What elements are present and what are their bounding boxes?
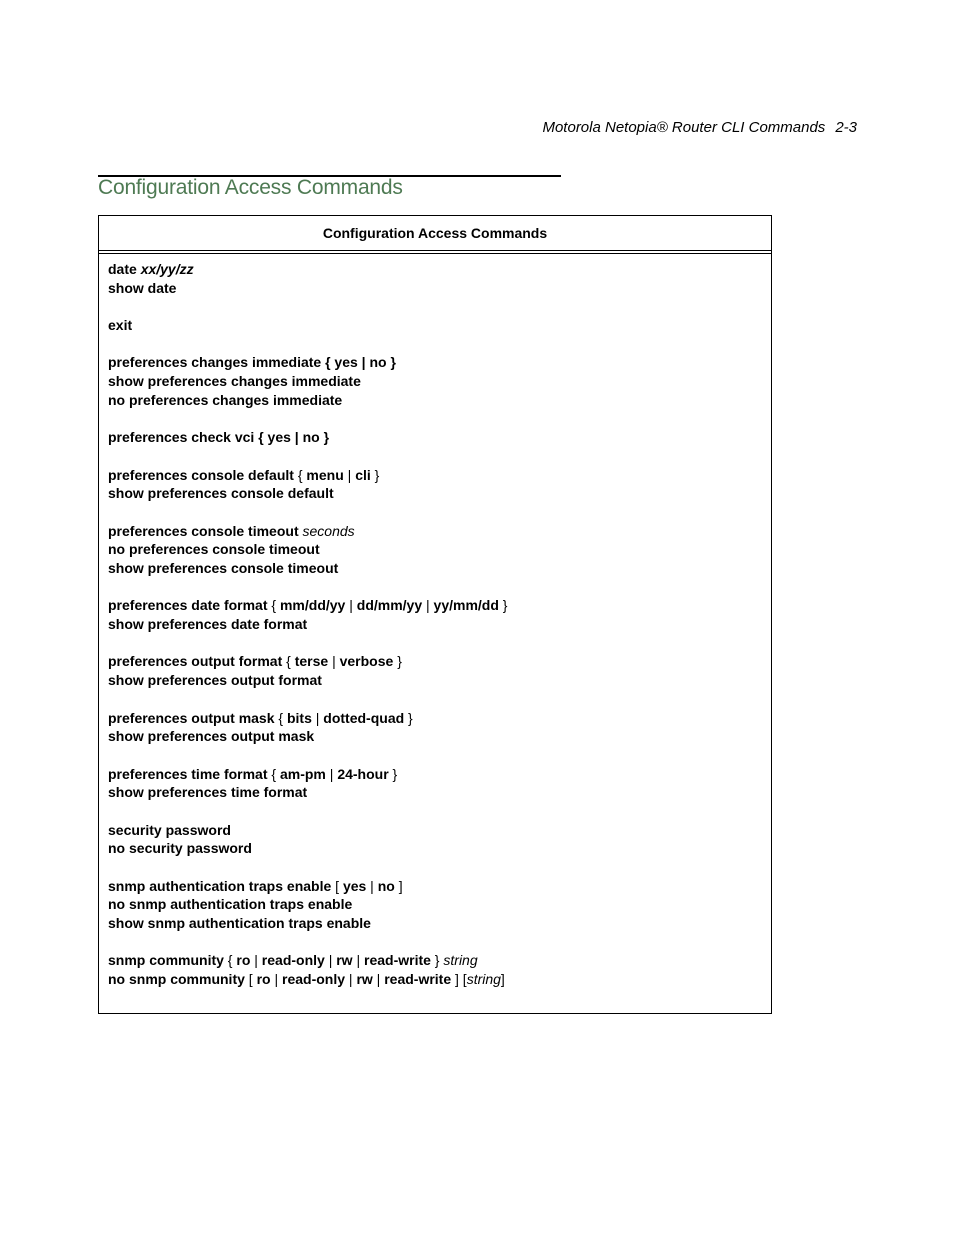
command-text: show preferences output format bbox=[108, 672, 322, 689]
command-group bbox=[108, 316, 762, 335]
command-text: ro bbox=[256, 971, 271, 988]
command-text: { bbox=[271, 597, 280, 614]
command-line bbox=[108, 353, 762, 372]
command-text: cli bbox=[355, 466, 371, 483]
command-text: { bbox=[297, 466, 307, 483]
command-text: | bbox=[352, 952, 364, 969]
command-line bbox=[108, 970, 762, 989]
command-line bbox=[108, 428, 762, 447]
command-line bbox=[108, 709, 762, 728]
command-group bbox=[108, 765, 762, 802]
command-text: preferences output mask bbox=[108, 709, 279, 726]
command-group bbox=[108, 821, 762, 858]
command-text: } bbox=[388, 765, 398, 782]
command-text: am-pm bbox=[279, 765, 326, 782]
running-header bbox=[500, 119, 857, 136]
command-group bbox=[108, 596, 762, 633]
command-line bbox=[108, 951, 762, 970]
command-text: } bbox=[370, 466, 380, 483]
table-header: Configuration Access Commands bbox=[322, 225, 548, 241]
page-number: 2-3 bbox=[835, 119, 857, 136]
command-line bbox=[108, 260, 762, 279]
command-text: 24-hour bbox=[337, 765, 389, 782]
command-text: preferences output format bbox=[108, 653, 287, 670]
command-line bbox=[108, 914, 762, 933]
command-group bbox=[108, 877, 762, 933]
command-text: yes bbox=[342, 877, 367, 894]
command-text: no security password bbox=[108, 840, 252, 857]
command-group bbox=[108, 466, 762, 503]
command-text: } bbox=[430, 952, 444, 969]
command-line bbox=[108, 821, 762, 840]
command-text: preferences time format bbox=[108, 765, 272, 782]
command-text: show preferences date format bbox=[108, 616, 308, 633]
command-text: dd/mm/yy bbox=[356, 597, 423, 614]
command-text: string bbox=[466, 971, 501, 988]
command-text: | bbox=[343, 466, 356, 483]
command-text: } bbox=[404, 709, 413, 726]
command-line bbox=[108, 279, 762, 298]
command-text: show snmp authentication traps enable bbox=[108, 915, 371, 932]
command-text: ] bbox=[394, 877, 403, 894]
command-text: xx/yy/zz bbox=[140, 261, 194, 277]
command-group bbox=[108, 652, 762, 689]
table-body bbox=[99, 254, 771, 989]
command-text: no preferences console timeout bbox=[108, 541, 320, 558]
command-text: read-write bbox=[364, 952, 431, 969]
command-line bbox=[108, 522, 762, 541]
command-text: show preferences console default bbox=[108, 485, 334, 502]
command-text: string bbox=[443, 952, 478, 969]
command-text: { bbox=[286, 653, 295, 670]
command-group bbox=[108, 522, 762, 578]
command-line bbox=[108, 839, 762, 858]
command-text: | bbox=[270, 971, 282, 988]
command-line bbox=[108, 671, 762, 690]
command-text: ] bbox=[500, 971, 505, 988]
command-text: rw bbox=[356, 971, 373, 988]
command-text: terse bbox=[294, 653, 329, 670]
command-text: bits bbox=[286, 709, 312, 726]
command-line bbox=[108, 316, 762, 335]
command-text: | bbox=[311, 709, 324, 726]
command-line bbox=[108, 615, 762, 634]
command-text: read-only bbox=[282, 971, 346, 988]
command-text: show preferences changes immediate bbox=[108, 373, 361, 390]
command-text: read-write bbox=[384, 971, 452, 988]
section-title: Configuration Access Commands bbox=[98, 176, 403, 199]
command-text: | bbox=[345, 971, 357, 988]
command-text: rw bbox=[336, 952, 353, 969]
command-text: { bbox=[227, 952, 237, 969]
command-text: security password bbox=[108, 821, 231, 838]
command-line bbox=[108, 559, 762, 578]
command-text: ] [ bbox=[451, 971, 467, 988]
command-text: snmp community bbox=[108, 952, 228, 969]
command-text: preferences changes immediate { yes | no } bbox=[108, 354, 396, 371]
command-text: | bbox=[345, 597, 357, 614]
command-text: | bbox=[324, 952, 337, 969]
command-text: } bbox=[498, 597, 508, 614]
command-line bbox=[108, 765, 762, 784]
command-line bbox=[108, 652, 762, 671]
command-line bbox=[108, 783, 762, 802]
command-group bbox=[108, 260, 762, 297]
command-line bbox=[108, 372, 762, 391]
command-text: show date bbox=[108, 279, 177, 296]
command-text: | bbox=[250, 952, 262, 969]
command-line bbox=[108, 391, 762, 410]
command-line bbox=[108, 596, 762, 615]
command-text: snmp authentication traps enable bbox=[108, 877, 336, 894]
command-text: | bbox=[422, 597, 434, 614]
command-text: seconds bbox=[302, 522, 355, 539]
running-header-title: Motorola Netopia® Router CLI Commands bbox=[542, 119, 826, 136]
command-group bbox=[108, 428, 762, 447]
command-text: mm/dd/yy bbox=[279, 597, 346, 614]
command-line bbox=[108, 895, 762, 914]
command-text: dotted-quad bbox=[323, 709, 405, 726]
command-line bbox=[108, 727, 762, 746]
command-text: } bbox=[393, 653, 402, 670]
command-text: date bbox=[108, 261, 141, 277]
command-text: [ bbox=[248, 971, 257, 988]
command-text: no snmp community bbox=[108, 971, 249, 988]
command-text: no preferences changes immediate bbox=[108, 391, 343, 408]
command-text: preferences check vci { yes | no } bbox=[108, 429, 330, 446]
command-text: show preferences time format bbox=[108, 784, 308, 801]
commands-table bbox=[98, 215, 772, 1014]
command-text: | bbox=[366, 877, 378, 894]
command-text: no bbox=[377, 877, 395, 894]
command-line bbox=[108, 466, 762, 485]
command-text: | bbox=[372, 971, 385, 988]
command-text: { bbox=[271, 765, 280, 782]
command-group bbox=[108, 951, 762, 988]
command-text: show preferences output mask bbox=[108, 728, 315, 745]
command-line bbox=[108, 484, 762, 503]
command-group bbox=[108, 709, 762, 746]
command-text: exit bbox=[108, 317, 133, 334]
command-text: ro bbox=[236, 952, 251, 969]
command-text: yy/mm/dd bbox=[433, 597, 499, 614]
command-text: { bbox=[278, 709, 287, 726]
command-group bbox=[108, 353, 762, 409]
command-line bbox=[108, 540, 762, 559]
command-text: verbose bbox=[339, 653, 394, 670]
command-text: | bbox=[328, 653, 340, 670]
command-text: preferences date format bbox=[108, 597, 272, 614]
command-line bbox=[108, 877, 762, 896]
command-text: no snmp authentication traps enable bbox=[108, 896, 353, 913]
command-text: preferences console default bbox=[108, 466, 298, 483]
command-text: read-only bbox=[261, 952, 325, 969]
command-text: | bbox=[325, 765, 338, 782]
command-text: [ bbox=[335, 877, 343, 894]
command-text: menu bbox=[306, 466, 344, 483]
command-text: show preferences console timeout bbox=[108, 560, 339, 576]
command-text: preferences console timeout bbox=[108, 522, 303, 539]
